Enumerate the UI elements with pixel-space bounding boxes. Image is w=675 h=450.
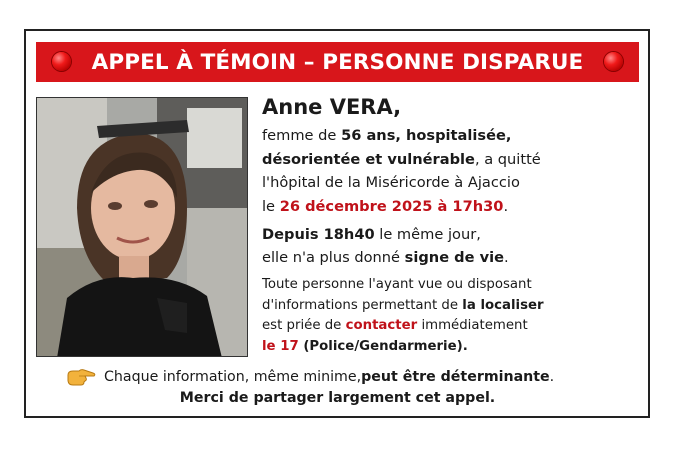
banner-title: APPEL À TÉMOIN – PERSONNE DISPARUE bbox=[91, 49, 584, 75]
contact-emphasis: contacter bbox=[345, 318, 418, 333]
missing-person-photo bbox=[36, 97, 248, 357]
emergency-number: le 17 bbox=[262, 338, 299, 354]
notice-text bbox=[262, 94, 582, 357]
locate-text: la localiser bbox=[462, 297, 544, 313]
contact-text: d'informations permettant de bbox=[262, 297, 463, 313]
contact-text: est priée de bbox=[262, 318, 346, 333]
since-text: . bbox=[504, 248, 509, 266]
alert-banner bbox=[36, 42, 639, 82]
disappearance-date: 26 décembre 2025 à 17h30 bbox=[279, 197, 504, 215]
hospital-text: l'hôpital de la Miséricorde à Ajaccio bbox=[262, 174, 520, 191]
footer-text: Chaque information, même minime, bbox=[104, 369, 362, 385]
desc-text: femme de bbox=[262, 127, 342, 144]
since-time: Depuis 18h40 bbox=[262, 226, 375, 243]
portrait-illustration bbox=[37, 98, 248, 357]
no-sign-text: signe de vie bbox=[404, 248, 505, 266]
red-circle-icon bbox=[52, 52, 71, 71]
desc-text: . bbox=[503, 197, 509, 215]
since-block bbox=[262, 224, 582, 269]
desc-text: , a quitté bbox=[474, 150, 541, 168]
contact-block bbox=[262, 275, 582, 357]
footer-text: . bbox=[549, 369, 555, 385]
condition-text: désorientée et vulnérable bbox=[262, 150, 475, 168]
footer-line-1 bbox=[66, 366, 626, 388]
footer-line-2: Merci de partager largement cet appel. bbox=[179, 390, 496, 406]
since-text: elle n'a plus donné bbox=[262, 248, 405, 266]
red-circle-icon bbox=[604, 52, 623, 71]
pointing-hand-icon bbox=[66, 367, 96, 387]
since-text: le même jour, bbox=[374, 226, 481, 243]
footer-emphasis: peut être déterminante bbox=[361, 369, 550, 385]
desc-text: le bbox=[262, 197, 280, 215]
person-description bbox=[262, 124, 582, 218]
age-status: 56 ans, hospitalisée, bbox=[341, 127, 512, 144]
police-text: (Police/Gendarmerie). bbox=[298, 338, 468, 354]
contact-text: Toute personne l'ayant vue ou disposant bbox=[262, 277, 532, 292]
person-name: Anne VERA, bbox=[262, 95, 402, 119]
contact-text: immédiatement bbox=[417, 318, 528, 333]
